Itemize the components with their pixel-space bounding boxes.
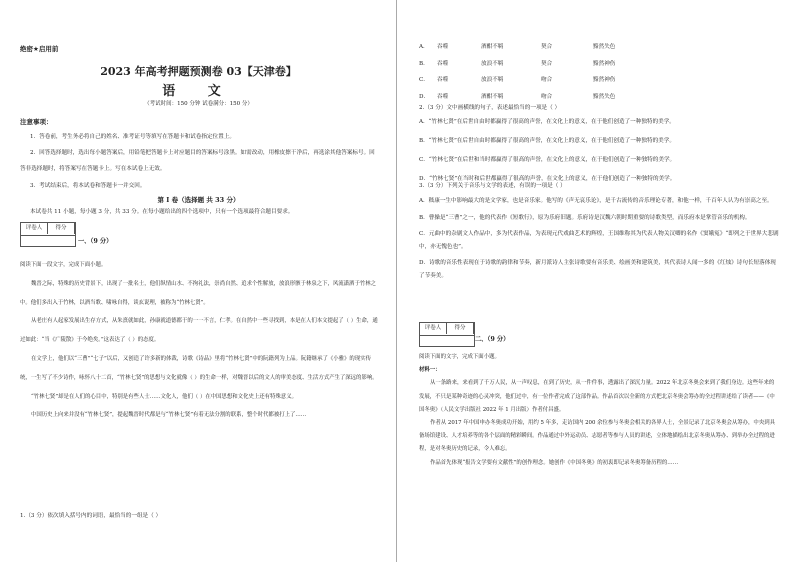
score-box-col2: 得分 [48,223,75,234]
exam-meta: （考试时间：150 分钟 试卷满分：150 分） [144,101,253,107]
option-word: 放浪不羁 [481,77,504,83]
part1-desc-text: 本试卷共 11 小题，每小题 3 分，共 33 分。在每小题给出的四个选项中，只有一个选项最符合题目要求。 [30,209,294,215]
notice-list [20,129,378,194]
notice-heading: 注意事项： [20,118,53,126]
question-1-option-row[interactable] [419,42,653,50]
passage-para: “竹林七贤”却是在人们的心目中，特别是有些人士……文化人，他们（ ）在中国思想和文化史上还有特殊意义。 [31,393,297,400]
notice-item: 3．考试结束后，将本试卷和答题卡一并交回。 [30,182,146,189]
option-word: 契合 [541,44,553,50]
score-box-col1: 评卷人 [420,323,447,334]
question-2 [419,103,779,189]
section2-intro: 阅读下面的文字，完成下面小题。 [419,354,500,360]
part1-title: 第 I 卷（选择题 共 33 分） [157,196,240,204]
section1-label: 一、（9 分） [78,238,113,245]
passage-block [20,256,378,425]
question-2-option[interactable]: C．“竹林七贤”在后世和当时都赢得了很高的声誉，在文化上的意义，在于他们创造了一种独特的美学。 [419,157,676,163]
option-word: 吞噬 [437,77,449,83]
score-box-col1: 评卷人 [21,223,48,234]
question-1-option-row[interactable] [419,92,653,100]
option-word: 吻合 [541,93,553,100]
score-box-2 [419,322,475,347]
material-para: 作品首先体现“报告文学要有文献性”的创作理念。她创作《中国冬奥》的初衷即记录冬奥筹备历程的…… [430,459,679,466]
passage-para: 中国历史上向来并没有“竹林七贤”，提起魏晋时代都是与“竹林七贤”有着无法分割的联系，整个时代都被打上了…… [31,412,307,419]
secret-mark: 绝密★启用前 [20,45,59,53]
question-3-stem: 3.（3 分）下列关于音乐与文学的表述，有误的一项是（ ） [419,183,566,189]
option-letter: A． [419,44,429,50]
option-word: 契合 [541,60,553,67]
part1-desc [20,208,378,217]
question-1-option-row[interactable] [419,59,653,67]
material-heading: 材料一： [419,367,441,374]
question-2-stem: 2.（3 分）文中画横线的句子，表述最恰当的一项是（ ） [419,105,561,111]
option-word: 吞噬 [437,44,449,50]
material-para: 从一条路来，来看到了千万人民，从一声叹息，在到了历史，从一件件事，透露出了深沉力量。2022 年北京冬奥会来到了我们身边。这些年来的发展，不只是某种奇迹的心灵冲突，他们过中，有一位作者完成了这部作品。作品首次以全新的方式把北京冬奥会筹办的全过程讲述给了读者——《中国冬奥》（人民文学出版社 2022 年 1 月出版）作者付昌盛。 [419,380,775,413]
section2-label: 二、（9 分） [475,336,510,343]
question-2-option[interactable]: B．“竹林七贤”在后世自由时都赢得了很高的声誉，在文化上的意义，在于他们创造了一种独特的美学。 [419,138,675,144]
option-word: 黯然神伤 [593,60,616,67]
score-box [20,222,76,247]
score-box-col2: 得分 [447,323,474,334]
passage-para: 魏晋之际，特殊的历史背景下，出现了一批名士，他们纵情山水、不拘礼法，崇尚自然、追求个性解放，放浪形骸于林泉之下，风流潇洒于竹林之中。他们多出入于竹林，以酒当歌、啸咏自得，谈玄说理，被称为“竹林七贤”。 [20,280,377,306]
question-2-option[interactable]: A．“竹林七贤”在后世自由时都赢得了很高的声誉，在文化上的意义，在于他们创造了一种独特的美学。 [419,119,675,125]
question-1-option-row[interactable] [419,75,653,83]
option-letter: D． [419,93,430,100]
option-letter: B． [419,60,429,67]
question-2-option[interactable]: D．“竹林七贤”在当时和后世都赢得了很高的声誉，在文化上的意义，在于他们创造了一种独特的美学。 [419,176,676,182]
passage-para: 在文学上，他们以“三曹”“七子”以后，又创造了许多新的体裁，诗歌《诗品》里将“竹林七贤”中的阮籍列为上品。阮籍继承了《小雅》的现实传统，一生写了不少诗作，咏怀八十二首，“竹林七贤”的思想与文化就像（ ）的生命一样，对魏晋以后的文人的审美态度、生活方式产生了深远的影响。 [20,355,378,381]
option-word: 黯然神伤 [593,77,616,83]
option-word: 吞噬 [437,60,449,67]
question-3-option[interactable]: D．诗歌的音乐性表现在于诗歌的韵律和节奏，新月派诗人主张诗歌要有音乐美、绘画美和建筑美，其代表诗人闻一多的《红烛》诗句长短落体现了节奏美。 [419,260,776,279]
option-letter: C． [419,77,429,83]
question-3 [419,181,779,282]
section1-intro: 阅读下面一段文字，完成下面小题。 [20,262,107,268]
option-word: 黯然失色 [593,44,616,50]
option-word: 放浪不羁 [481,60,504,67]
question-3-option[interactable]: A．嵇康一生中影响最大的是文学家，也是音乐家。他写的《声无哀乐论》，是千古流传的音乐理论专著，和他一样，千百年人认为有崇高之至。 [419,198,773,204]
option-word: 酒酣不羁 [481,44,504,50]
question-3-option[interactable]: B．曹操是“三曹”之一，他的代表作《短歌行》，原为乐府旧题。乐府诗是汉魏六朝时期重要的诗歌类型，而乐府本是掌管音乐的机构。 [419,214,751,221]
option-word: 吻合 [541,77,553,83]
material-block [419,351,779,470]
question-1-stem: 1.（3 分）依次填入括号内的词语，最恰当的一组是（ ） [20,513,162,519]
exam-title: 2023 年高考押题预测卷 03【天津卷】 [100,65,297,78]
notice-item: 2．回答选择题时，选出每小题答案后，用铅笔把答题卡上对应题目的答案标号涂黑。如需改动，用橡皮擦干净后，再选涂其他答案标号。回答非选择题时，将答案写在答题卡上。写在本试卷上无效。 [20,150,375,173]
right-page [397,0,794,562]
material-para: 作者从 2017 年中国申办冬奥成功开始，用约 5 年多，走访国内 200 余位参与冬奥会相关的各界人士，全景记录了北京冬奥会从筹办，中央到具备场馆建设、人才培养等的各个层面的精彩瞬间。作品通过中外运动员、志愿者等参与人员的讲述，立体地描绘出北京冬奥从筹办、到举办全过程的进程，是对冬奥历史的记录，令人难忘。 [419,420,775,453]
passage-para: 从老庄有人起家发展出生存方式，从朱熹就如此，孙康就道德都于的一一不言，仁孝。在自然中一些寻找到，本是在人们本文提起了（ ）生命，通过如此：“当《广陵散》于今绝矣。”这表达了（ ）的态度。 [20,318,378,344]
question-3-option[interactable]: C．元曲中的杂剧文人作品中，多为代表作品，为表现元代戏曲艺术的辉煌，王国维称其为代表人物关汉卿的名作《窦娥冤》“即列之于世界大悲剧中，亦无愧色也”。 [419,231,779,250]
notice-item: 1．答卷前，考生务必将自己的姓名、准考证号等填写在答题卡和试卷指定位置上。 [30,134,235,140]
subject-title: 语 文 [162,84,235,99]
option-word: 吞噬 [437,93,449,100]
option-word: 酒酣不羁 [481,93,504,100]
option-word: 黯然失色 [593,93,616,100]
